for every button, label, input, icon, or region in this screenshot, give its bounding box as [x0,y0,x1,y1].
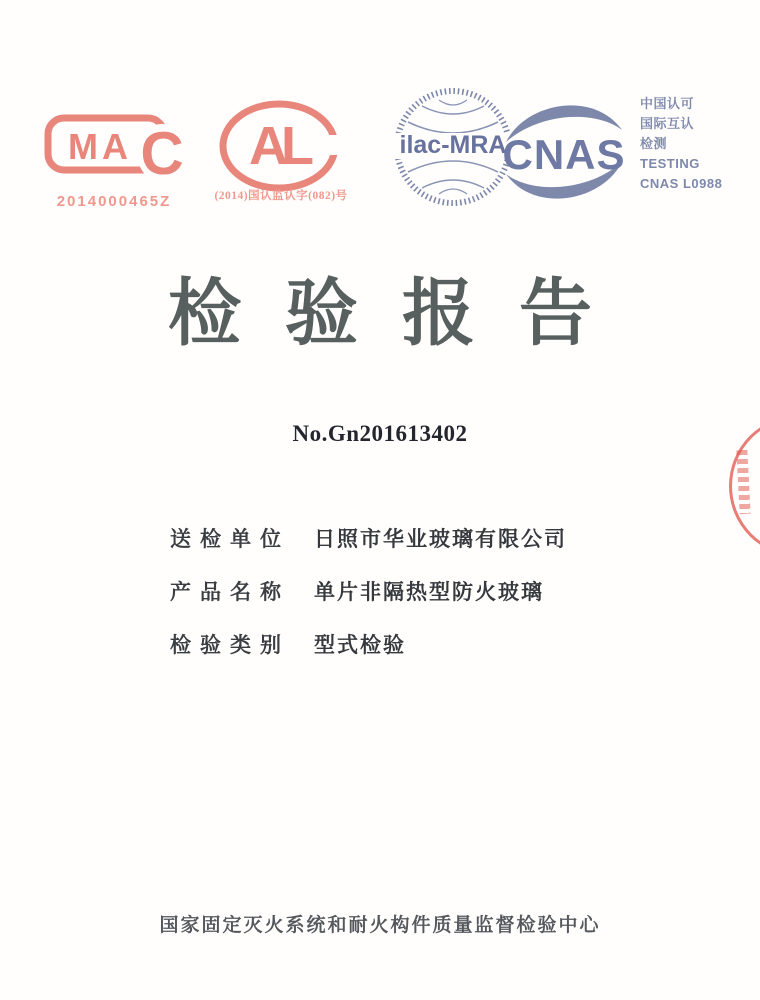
cma-logo-graphic [42,108,190,188]
report-fields [170,526,567,685]
field-value: 单片非隔热型防火玻璃 [314,580,544,604]
field-label: 检验类别 [170,633,290,657]
cnas-caption-line: 检测 [640,136,668,151]
field-value: 型式检验 [314,633,406,657]
field-value: 日照市华业玻璃有限公司 [314,527,567,551]
cnas-caption-line: TESTING [640,156,700,171]
field-row-inspection-category [170,632,567,658]
footer-organization: 国家固定灭火系统和耐火构件质量监督检验中心 [159,915,601,936]
field-label: 送检单位 [170,527,290,551]
report-number: No.Gn201613402 [292,421,468,446]
cnas-caption-line: 国际互认 [640,116,695,131]
cal-accreditation-logo [214,98,346,199]
cma-certificate-number: 2014000465Z [56,193,172,210]
ilac-mra-logo [392,86,514,213]
cal-certificate-number: (2014)国认监认字(082)号 [214,190,348,202]
cnas-caption [640,94,722,194]
cnas-wordmark: CNAS [502,131,626,178]
cnas-caption-line: CNAS L0988 [640,176,723,191]
field-row-product-name [170,579,567,605]
field-label: 产品名称 [170,580,290,604]
report-title: 检验报告 [168,273,636,354]
cal-logo-graphic [214,98,346,194]
ilac-mra-globe-graphic [392,86,514,208]
cnas-swoosh-graphic [498,96,632,208]
cma-accreditation-logo [42,108,190,193]
cal-al-letters: AL [249,116,307,176]
cnas-caption-line: 中国认可 [640,96,695,111]
ilac-mra-wordmark: ilac-MRA [399,131,507,159]
cma-ma-letters: MA [68,126,132,167]
cnas-logo [498,96,632,213]
cma-c-letter: C [140,120,184,187]
field-row-submitting-unit [170,526,567,552]
